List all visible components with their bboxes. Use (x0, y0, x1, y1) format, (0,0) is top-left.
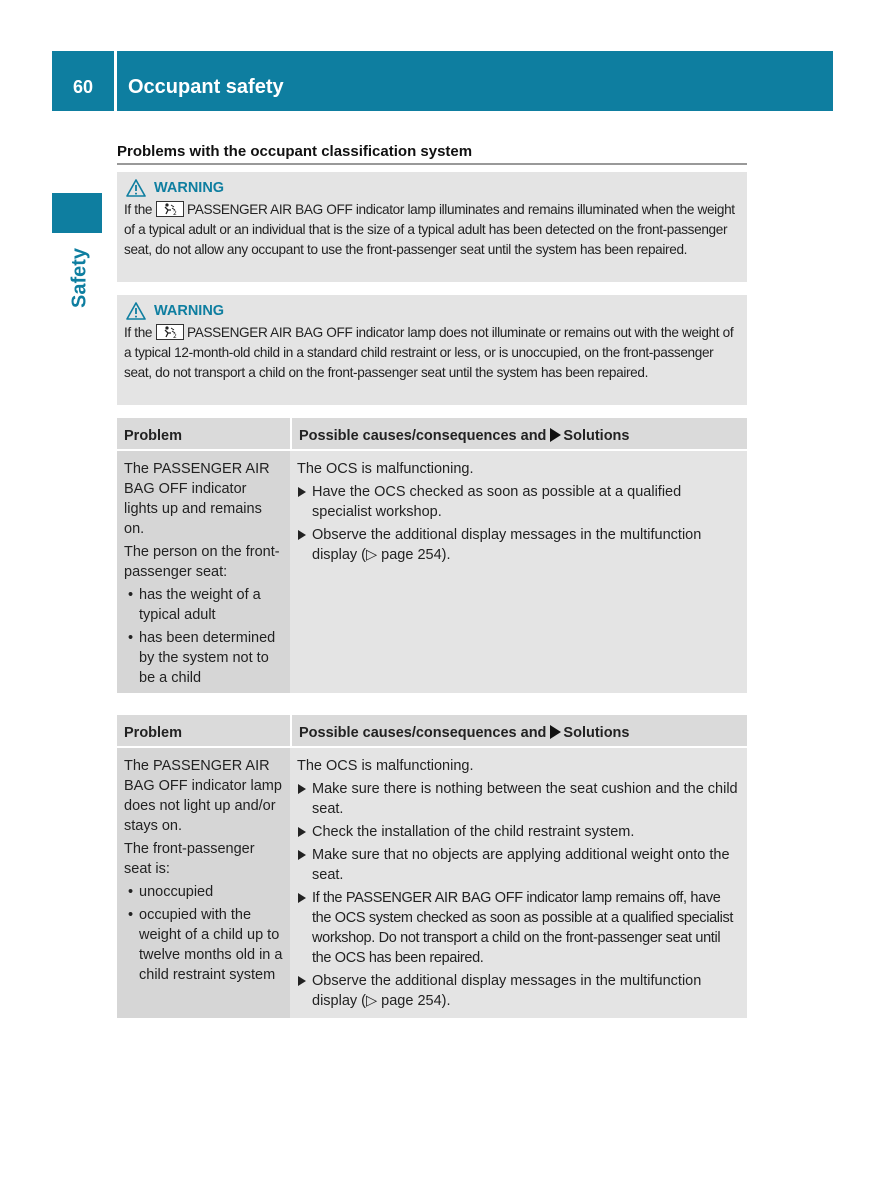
cause-text: The OCS is malfunctioning. (297, 758, 474, 774)
header-causes-solutions (290, 715, 747, 746)
header-causes-solutions (290, 418, 747, 449)
table-header (117, 418, 747, 451)
arrow-right-icon (298, 784, 306, 794)
step-text: Make sure there is nothing between the seat cushion and the child seat. (312, 781, 738, 817)
step-text: Check the installation of the child restraint system. (312, 824, 635, 840)
header-divider (114, 51, 117, 111)
passenger-airbag-off-icon (156, 324, 184, 340)
section-title: Problems with the occupant classification system (117, 143, 473, 160)
problem-bullet: • occupied with the weight of a child up to twelve months old in a child restraint system (124, 905, 283, 985)
header-solutions: Solutions (563, 428, 630, 444)
solution-cell (290, 451, 747, 693)
solution-step (297, 525, 740, 565)
solution-step (297, 779, 740, 819)
solution-step (297, 482, 740, 522)
problem-bullet: • has the weight of a typical adult (124, 585, 283, 625)
problem-description: The PASSENGER AIR BAG OFF indicator lights up and remains on. (124, 461, 270, 537)
arrow-right-icon (298, 850, 306, 860)
step-text: If the PASSENGER AIR BAG OFF indicator lamp remains off, have the OCS system checked as soon as possible at a qualified specialist workshop. Do not transport a child on the front-passenger seat until the OCS has been repaired. (312, 890, 734, 966)
arrow-right-icon (298, 976, 306, 986)
step-text: Make sure that no objects are applying additional weight onto the seat. (312, 847, 730, 883)
arrow-right-icon (298, 530, 306, 540)
table-header (117, 715, 747, 748)
solution-step (297, 971, 740, 1011)
problem-description: The PASSENGER AIR BAG OFF indicator lamp does not light up and/or stays on. (124, 758, 282, 834)
warning-text-1 (124, 200, 740, 260)
warning-heading-1 (124, 178, 740, 198)
warning-text-main: PASSENGER AIR BAG OFF indicator lamp illuminates and remains illuminated when the weight of a typical adult or an individual that is the size of a typical adult has been detected on the front-passenger seat, do not allow any occupant to use the front-passenger seat until the system has been repaired. (124, 202, 735, 257)
svg-text:2: 2 (172, 333, 177, 340)
page-number: 60 (72, 77, 94, 97)
step-text: Have the OCS checked as soon as possible at a qualified specialist workshop. (312, 484, 682, 520)
solution-cell (290, 748, 747, 1018)
warning-text-lead: If the (124, 325, 153, 340)
warning-label: WARNING (154, 303, 225, 319)
header-causes: Possible causes/consequences and (299, 428, 547, 444)
header-problem: Problem (124, 428, 183, 444)
problem-intro: The front-passenger seat is: (124, 841, 255, 877)
page-title: Occupant safety (128, 76, 284, 98)
warning-text-main: PASSENGER AIR BAG OFF indicator lamp does not illuminate or remains out with the weight of a typical 12-month-old child in a standard child restraint or less, or is unoccupied, on the front-passenger seat, do not transport a child on the front-passenger seat until the system has been repaired. (124, 325, 734, 380)
table-row (117, 748, 747, 1018)
problem-bullet: • unoccupied (124, 882, 283, 902)
warning-triangle-icon (126, 179, 146, 197)
warning-triangle-icon (126, 302, 146, 320)
arrow-right-icon (550, 428, 561, 442)
table-row (117, 451, 747, 693)
section-rule (117, 163, 747, 165)
step-text: Observe the additional display messages in the multifunction display (▷ page 254). (312, 973, 702, 1009)
solution-step (297, 845, 740, 885)
passenger-airbag-off-icon (156, 201, 184, 217)
arrow-right-icon (550, 725, 561, 739)
header-solutions: Solutions (563, 725, 630, 741)
arrow-right-icon (298, 827, 306, 837)
warning-heading-2 (124, 301, 740, 321)
problem-cell (117, 748, 290, 1018)
header-problem: Problem (124, 725, 183, 741)
solution-step (297, 888, 740, 968)
warning-text-2 (124, 323, 740, 383)
header-causes: Possible causes/consequences and (299, 725, 547, 741)
arrow-right-icon (298, 487, 306, 497)
side-tab-marker (52, 193, 102, 233)
step-text: Observe the additional display messages in the multifunction display (▷ page 254). (312, 527, 702, 563)
problem-intro: The person on the front-passenger seat: (124, 544, 280, 580)
svg-text:2: 2 (172, 210, 177, 217)
warning-box-1 (117, 172, 747, 282)
warning-box-2 (117, 295, 747, 405)
cause-text: The OCS is malfunctioning. (297, 461, 474, 477)
problem-table-1 (117, 418, 747, 693)
problem-bullet: • has been determined by the system not to be a child (124, 628, 283, 688)
solution-step (297, 822, 740, 842)
side-tab-label: Safety (68, 247, 91, 309)
problem-table-2 (117, 715, 747, 1018)
problem-cell (117, 451, 290, 693)
arrow-right-icon (298, 893, 306, 903)
warning-label: WARNING (154, 180, 225, 196)
warning-text-lead: If the (124, 202, 153, 217)
